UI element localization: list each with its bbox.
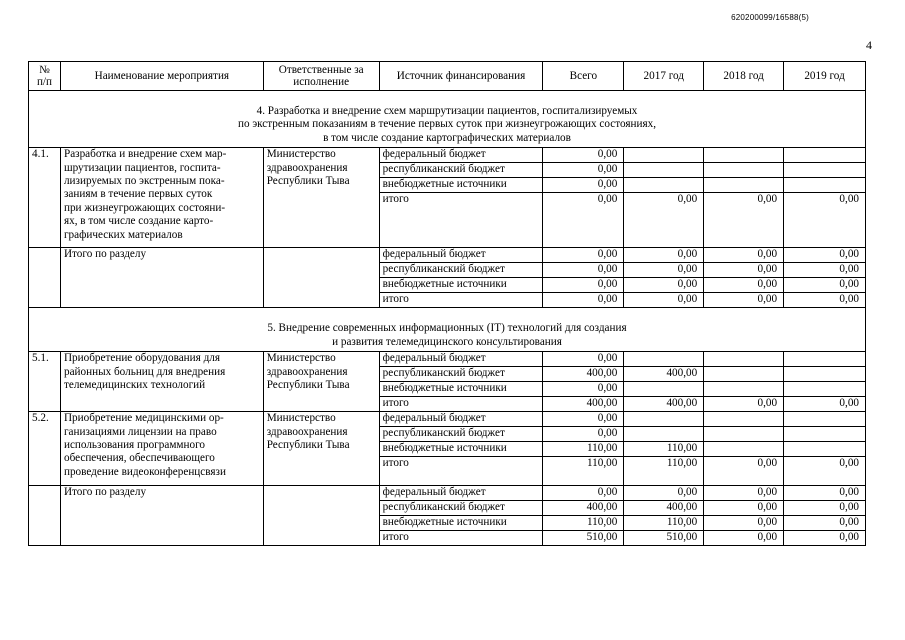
amount-y2018: 0,00 <box>704 500 784 515</box>
amount-y2018 <box>704 382 784 397</box>
page-number: 4 <box>866 38 872 52</box>
amount-y2017 <box>624 412 704 427</box>
amount-y2017: 0,00 <box>624 485 704 500</box>
amount-y2019: 0,00 <box>784 248 866 263</box>
amount-total: 110,00 <box>543 457 624 485</box>
table-row <box>29 412 866 427</box>
col-2019-header: 2019 год <box>784 62 866 91</box>
responsible-party: Министерство здравоохранения Республики Тыва <box>263 352 379 412</box>
amount-y2018: 0,00 <box>704 530 784 545</box>
amount-y2019 <box>784 382 866 397</box>
amount-y2017: 110,00 <box>624 515 704 530</box>
responsible-party <box>263 248 379 308</box>
section-title-row <box>29 308 866 352</box>
amount-y2018 <box>704 163 784 178</box>
col-2018-header: 2018 год <box>704 62 784 91</box>
funding-source: итого <box>379 193 543 248</box>
amount-y2017 <box>624 382 704 397</box>
amount-y2018: 0,00 <box>704 515 784 530</box>
funding-source: федеральный бюджет <box>379 352 543 367</box>
funding-source: республиканский бюджет <box>379 367 543 382</box>
row-number: 5.1. <box>29 352 61 412</box>
activity-name: Разработка и внедрение схем мар- шрутизации пациентов, госпита- лизируемых по экстренным пока- заниям в течение первых суток при жизнеугрожающих состояни- ях, в том числе создание карто- графических материалов <box>60 148 263 248</box>
col-2017-header: 2017 год <box>624 62 704 91</box>
row-number <box>29 485 61 545</box>
amount-y2018 <box>704 367 784 382</box>
activity-name: Приобретение медицинскими ор- ганизациями лицензии на право использования программного обеспечения, обеспечивающего проведение видеоконференцсвязи <box>60 412 263 485</box>
col-name-header: Наименование мероприятия <box>60 62 263 91</box>
amount-y2017: 0,00 <box>624 193 704 248</box>
amount-y2018: 0,00 <box>704 485 784 500</box>
amount-y2017 <box>624 178 704 193</box>
amount-y2019: 0,00 <box>784 485 866 500</box>
amount-y2017: 0,00 <box>624 278 704 293</box>
amount-y2018: 0,00 <box>704 248 784 263</box>
amount-total: 110,00 <box>543 515 624 530</box>
amount-y2018 <box>704 148 784 163</box>
amount-y2019 <box>784 427 866 442</box>
amount-total: 0,00 <box>543 278 624 293</box>
section-title-row <box>29 91 866 148</box>
amount-y2018 <box>704 178 784 193</box>
amount-y2018: 0,00 <box>704 263 784 278</box>
document-id: 620200099/16588(5) <box>731 13 809 22</box>
funding-source: республиканский бюджет <box>379 163 543 178</box>
responsible-party: Министерство здравоохранения Республики Тыва <box>263 412 379 485</box>
funding-source: внебюджетные источники <box>379 442 543 457</box>
funding-source: федеральный бюджет <box>379 412 543 427</box>
amount-y2017 <box>624 352 704 367</box>
amount-y2019: 0,00 <box>784 293 866 308</box>
funding-source: итого <box>379 293 543 308</box>
row-number: 5.2. <box>29 412 61 485</box>
amount-total: 400,00 <box>543 367 624 382</box>
table-row <box>29 352 866 367</box>
amount-y2019 <box>784 367 866 382</box>
amount-y2017 <box>624 148 704 163</box>
amount-y2018: 0,00 <box>704 293 784 308</box>
funding-source: внебюджетные источники <box>379 278 543 293</box>
col-num-header: № п/п <box>29 62 61 91</box>
amount-y2018: 0,00 <box>704 193 784 248</box>
section-title: 5. Внедрение современных информационных (IT) технологий для создания и развития телемедицинского консультирования <box>29 308 866 352</box>
section-title: 4. Разработка и внедрение схем маршрутизации пациентов, госпитализируемых по экстренным показаниям в течение первых суток при жизнеугрожающих состояниях, в том числе создание картографических материалов <box>29 91 866 148</box>
amount-y2018: 0,00 <box>704 278 784 293</box>
amount-y2018 <box>704 427 784 442</box>
header-row <box>29 62 866 91</box>
amount-total: 0,00 <box>543 352 624 367</box>
amount-total: 0,00 <box>543 412 624 427</box>
amount-y2019 <box>784 148 866 163</box>
amount-y2017: 110,00 <box>624 442 704 457</box>
amount-total: 0,00 <box>543 263 624 278</box>
amount-y2019 <box>784 178 866 193</box>
subtotal-label: Итого по разделу <box>60 248 263 308</box>
amount-total: 400,00 <box>543 397 624 412</box>
amount-y2017: 400,00 <box>624 367 704 382</box>
amount-total: 0,00 <box>543 163 624 178</box>
amount-y2017: 400,00 <box>624 397 704 412</box>
amount-y2017: 0,00 <box>624 263 704 278</box>
amount-y2018 <box>704 412 784 427</box>
amount-total: 0,00 <box>543 248 624 263</box>
subtotal-label: Итого по разделу <box>60 485 263 545</box>
table-row <box>29 148 866 163</box>
amount-total: 0,00 <box>543 148 624 163</box>
amount-y2018: 0,00 <box>704 397 784 412</box>
funding-source: федеральный бюджет <box>379 485 543 500</box>
row-number: 4.1. <box>29 148 61 248</box>
funding-source: республиканский бюджет <box>379 263 543 278</box>
amount-y2018 <box>704 352 784 367</box>
funding-source: республиканский бюджет <box>379 500 543 515</box>
funding-source: итого <box>379 457 543 485</box>
amount-y2018 <box>704 442 784 457</box>
amount-total: 0,00 <box>543 178 624 193</box>
amount-y2017 <box>624 427 704 442</box>
amount-total: 510,00 <box>543 530 624 545</box>
responsible-party <box>263 485 379 545</box>
amount-y2019 <box>784 412 866 427</box>
amount-total: 0,00 <box>543 427 624 442</box>
amount-y2019: 0,00 <box>784 397 866 412</box>
amount-y2017 <box>624 163 704 178</box>
amount-y2019: 0,00 <box>784 278 866 293</box>
amount-y2017: 0,00 <box>624 293 704 308</box>
amount-total: 0,00 <box>543 382 624 397</box>
amount-y2017: 400,00 <box>624 500 704 515</box>
row-number <box>29 248 61 308</box>
amount-total: 0,00 <box>543 193 624 248</box>
col-total-header: Всего <box>543 62 624 91</box>
funding-source: федеральный бюджет <box>379 148 543 163</box>
amount-y2019: 0,00 <box>784 500 866 515</box>
amount-y2019 <box>784 442 866 457</box>
amount-y2019: 0,00 <box>784 530 866 545</box>
amount-total: 0,00 <box>543 485 624 500</box>
col-responsible-header: Ответственные за исполнение <box>263 62 379 91</box>
amount-y2019: 0,00 <box>784 193 866 248</box>
amount-y2017: 510,00 <box>624 530 704 545</box>
funding-source: внебюджетные источники <box>379 382 543 397</box>
amount-y2019: 0,00 <box>784 263 866 278</box>
amount-y2018: 0,00 <box>704 457 784 485</box>
amount-y2019 <box>784 352 866 367</box>
funding-source: внебюджетные источники <box>379 178 543 193</box>
amount-total: 0,00 <box>543 293 624 308</box>
funding-source: итого <box>379 530 543 545</box>
amount-y2017: 0,00 <box>624 248 704 263</box>
activity-name: Приобретение оборудования для районных больниц для внедрения телемедицинских технологий <box>60 352 263 412</box>
subtotal-row <box>29 248 866 263</box>
funding-source: итого <box>379 397 543 412</box>
col-source-header: Источник финансирования <box>379 62 543 91</box>
amount-y2019: 0,00 <box>784 457 866 485</box>
funding-table <box>28 61 866 546</box>
funding-source: федеральный бюджет <box>379 248 543 263</box>
funding-source: республиканский бюджет <box>379 427 543 442</box>
amount-y2017: 110,00 <box>624 457 704 485</box>
amount-total: 110,00 <box>543 442 624 457</box>
amount-y2019: 0,00 <box>784 515 866 530</box>
amount-total: 400,00 <box>543 500 624 515</box>
responsible-party: Министерство здравоохранения Республики Тыва <box>263 148 379 248</box>
table-body <box>29 91 866 546</box>
funding-source: внебюджетные источники <box>379 515 543 530</box>
amount-y2019 <box>784 163 866 178</box>
subtotal-row <box>29 485 866 500</box>
